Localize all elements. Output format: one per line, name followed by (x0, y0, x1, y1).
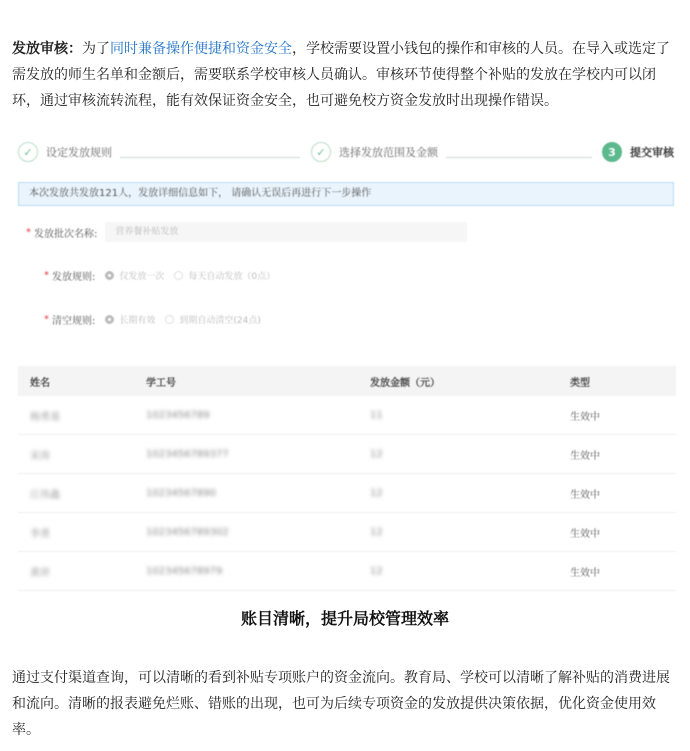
cell-type: 生效中 (558, 396, 676, 435)
cell-type: 生效中 (558, 513, 676, 552)
table-row (18, 396, 676, 435)
required-mark: * (26, 226, 31, 238)
table-row (18, 513, 676, 552)
step-3-label: 提交审核 (630, 146, 674, 159)
cell-amount: 11 (358, 396, 558, 435)
recipient-table (18, 366, 676, 591)
radio-auto-clear-label: 到期自动清空(24点) (179, 316, 261, 326)
required-mark: * (44, 314, 49, 325)
check-icon: ✓ (311, 142, 331, 162)
step-1-label: 设定发放规则 (46, 146, 112, 159)
step-1 (18, 142, 112, 162)
col-name: 姓名 (18, 366, 134, 396)
step-2 (311, 142, 438, 162)
table-row (18, 552, 676, 591)
cell-amount: 12 (358, 552, 558, 591)
col-id: 学工号 (134, 366, 358, 396)
col-type: 类型 (558, 366, 676, 396)
radio-daily-label: 每天自动发放（0点） (188, 272, 276, 282)
table-header-row (18, 366, 676, 396)
radio-unselected-icon (174, 271, 183, 280)
outro-paragraph: 通过支付渠道查询，可以清晰的看到补贴专项账户的资金流向。教育局、学校可以清晰了解补贴的消费进展和流向。清晰的报表避免烂账、错账的出现，也可为后续专项资金的发放提供决策依据，优化资金使用效率。 (12, 670, 670, 738)
cell-type: 生效中 (558, 474, 676, 513)
intro-text-2: ，学校需要设置小钱包的操作和审核的人员。在导入或选定了需发放的师生名单和金额后，需要联系学校审核人员确认。审核环节使得整个补贴的发放在学校内可以闭环，通过审核流转流程，能有效保证资金安全，也可避免校方资金发放时出现操作错误。 (12, 41, 670, 109)
batch-name-input[interactable]: 营养餐补贴发放 (105, 222, 467, 242)
required-mark: * (44, 270, 49, 281)
step-3 (602, 142, 674, 162)
table-row (18, 474, 676, 513)
col-amount: 发放金额（元） (358, 366, 558, 396)
check-icon: ✓ (18, 142, 38, 162)
issue-rule-row (44, 268, 275, 283)
radio-auto-clear[interactable] (165, 313, 260, 326)
radio-once[interactable] (105, 269, 164, 282)
embedded-screenshot (18, 130, 676, 579)
radio-long-term[interactable] (105, 313, 155, 326)
radio-unselected-icon (165, 315, 174, 324)
radio-long-term-label: 长期有效 (119, 316, 156, 326)
intro-paragraph (0, 36, 690, 114)
info-notice: 本次发放共发放121人，发放详细信息如下， 请确认无误后再进行下一步操作 (18, 182, 674, 206)
cell-name: 宋涛 (18, 435, 134, 474)
step-indicator (18, 138, 676, 168)
clear-rule-label: 清空规则: (52, 316, 96, 327)
step-2-label: 选择发放范围及金额 (339, 146, 438, 159)
cell-type: 生效中 (558, 552, 676, 591)
cell-name: 黄祥 (18, 552, 134, 591)
radio-daily[interactable] (174, 269, 275, 282)
cell-id: 10234567890 (134, 474, 358, 513)
step-3-number: 3 (602, 142, 622, 162)
batch-name-row (26, 222, 467, 242)
issue-rule-label: 发放规则: (52, 272, 96, 283)
clear-rule-row (44, 312, 261, 327)
cell-id: 102345678979 (134, 552, 358, 591)
cell-amount: 12 (358, 474, 558, 513)
intro-bold-label: 发放审核： (12, 41, 82, 57)
intro-text-1: 为了 (82, 41, 110, 57)
cell-id: 1023456789 (134, 396, 358, 435)
step-divider (446, 157, 592, 158)
step-divider (120, 157, 300, 158)
cell-name: 李勇 (18, 513, 134, 552)
cell-amount: 12 (358, 435, 558, 474)
intro-highlight: 同时兼备操作便捷和资金安全 (110, 41, 292, 57)
radio-selected-icon (105, 271, 114, 280)
cell-id: 1023456789302 (134, 513, 358, 552)
radio-selected-icon (105, 315, 114, 324)
cell-name: 杨勇基 (18, 396, 134, 435)
cell-id: 1023456789377 (134, 435, 358, 474)
cell-amount: 12 (358, 513, 558, 552)
batch-name-label: 发放批次名称: (34, 228, 98, 240)
section-heading: 账目清晰，提升局校管理效率 (240, 609, 449, 628)
table-row (18, 435, 676, 474)
cell-name: 江伟鑫 (18, 474, 134, 513)
radio-once-label: 仅发放一次 (119, 272, 165, 282)
cell-type: 生效中 (558, 435, 676, 474)
